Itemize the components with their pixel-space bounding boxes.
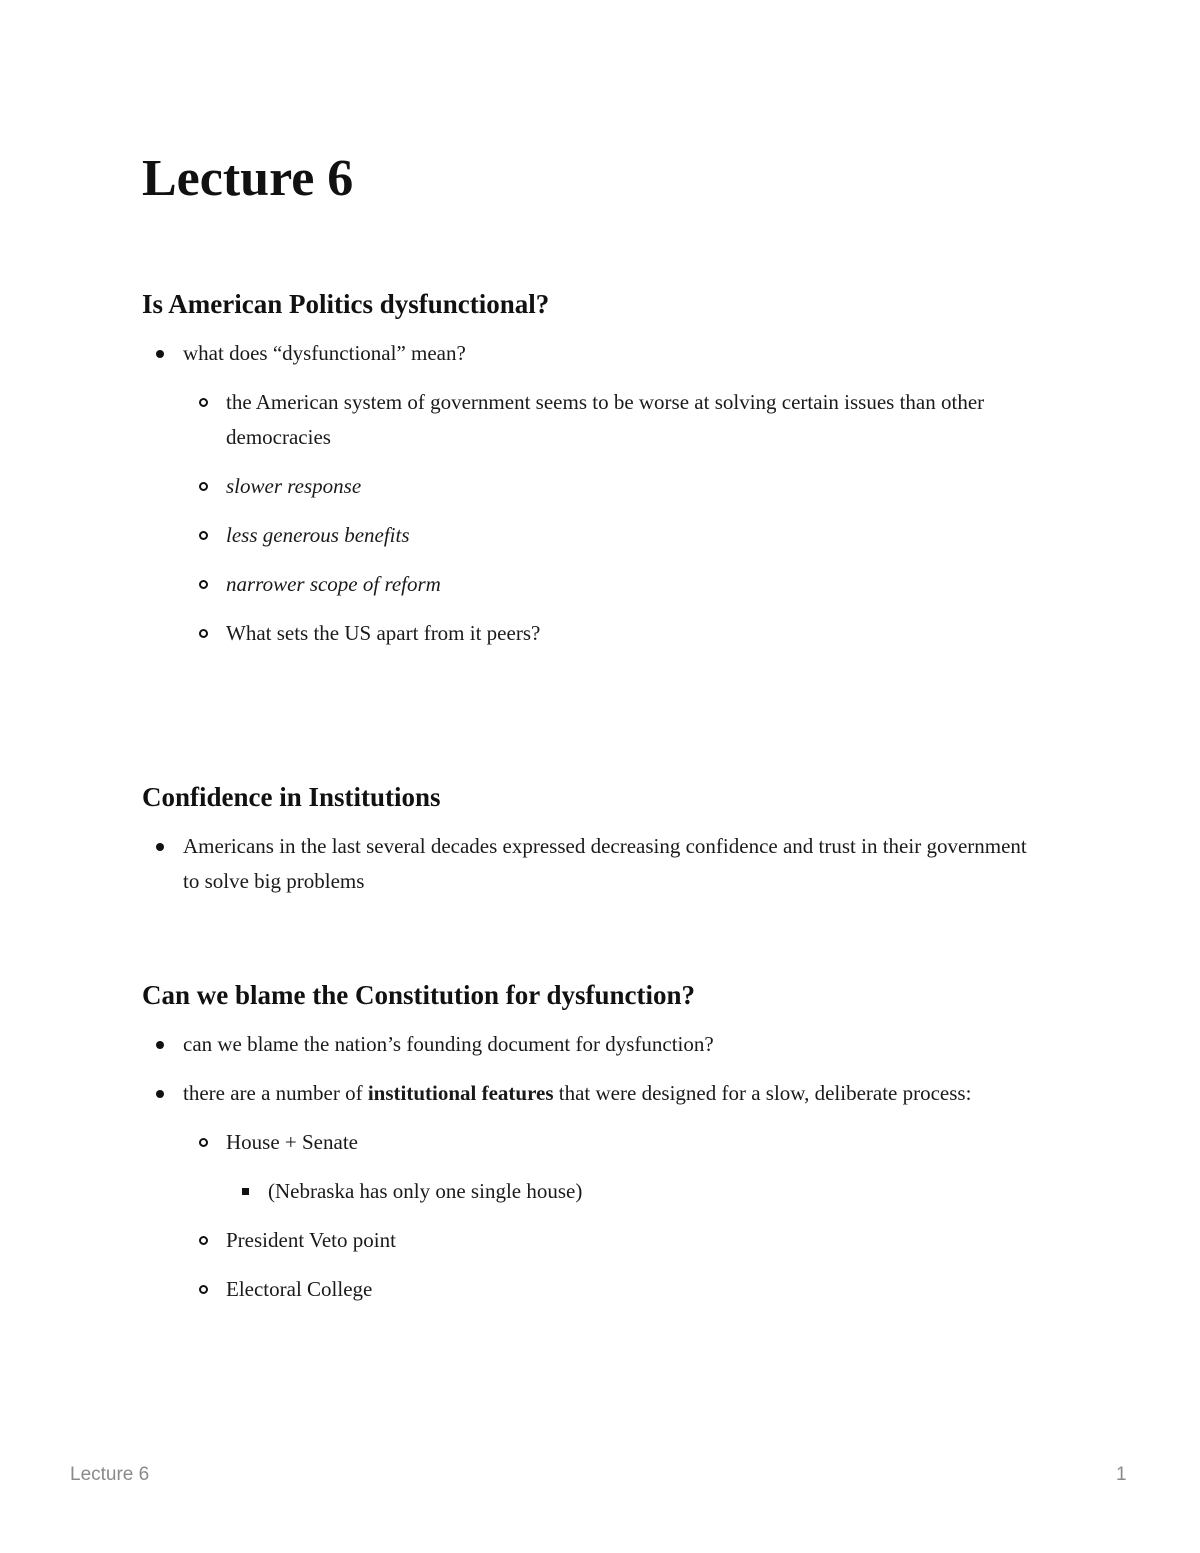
list-item: there are a number of institutional features that were designed for a slow, deliberate process: — [142, 1076, 1042, 1111]
list-item: What sets the US apart from it peers? — [142, 616, 1042, 651]
bullet-square-icon — [242, 1188, 249, 1195]
list-item: can we blame the nation’s founding document for dysfunction? — [142, 1027, 1042, 1062]
section-constitution — [142, 977, 1042, 1307]
footer-title: Lecture 6 — [70, 1464, 150, 1485]
list-item: Americans in the last several decades expressed decreasing confidence and trust in their government to solve big problems — [142, 829, 1042, 899]
list-item: less generous benefits — [142, 518, 1042, 553]
list-item: (Nebraska has only one single house) — [142, 1174, 1042, 1209]
bullet-disc-icon — [156, 843, 164, 851]
bullet-circle-icon — [199, 1236, 208, 1245]
list-item: Electoral College — [142, 1272, 1042, 1307]
bullet-circle-icon — [199, 531, 208, 540]
bullet-circle-icon — [199, 398, 208, 407]
bullet-disc-icon — [156, 350, 164, 358]
section-confidence — [142, 779, 1042, 899]
page-title: Lecture 6 — [142, 150, 354, 207]
section-dysfunctional — [142, 286, 1042, 651]
list-item: what does “dysfunctional” mean? — [142, 336, 1042, 371]
page-number: 1 — [1116, 1464, 1127, 1485]
list-item: narrower scope of reform — [142, 567, 1042, 602]
section-heading: Confidence in Institutions — [142, 782, 441, 812]
bold-term: institutional features — [367, 1081, 554, 1105]
section-heading: Can we blame the Constitution for dysfunction? — [142, 980, 696, 1010]
bullet-circle-icon — [199, 482, 208, 491]
bullet-circle-icon — [199, 1285, 208, 1294]
list-item: slower response — [142, 469, 1042, 504]
section-heading: Is American Politics dysfunctional? — [142, 289, 550, 319]
bullet-circle-icon — [199, 1138, 208, 1147]
list-item: House + Senate — [142, 1125, 1042, 1160]
bullet-disc-icon — [156, 1090, 164, 1098]
bullet-circle-icon — [199, 629, 208, 638]
bullet-circle-icon — [199, 580, 208, 589]
list-item: President Veto point — [142, 1223, 1042, 1258]
bullet-disc-icon — [156, 1041, 164, 1049]
list-item: the American system of government seems to be worse at solving certain issues than other democracies — [142, 385, 1042, 455]
